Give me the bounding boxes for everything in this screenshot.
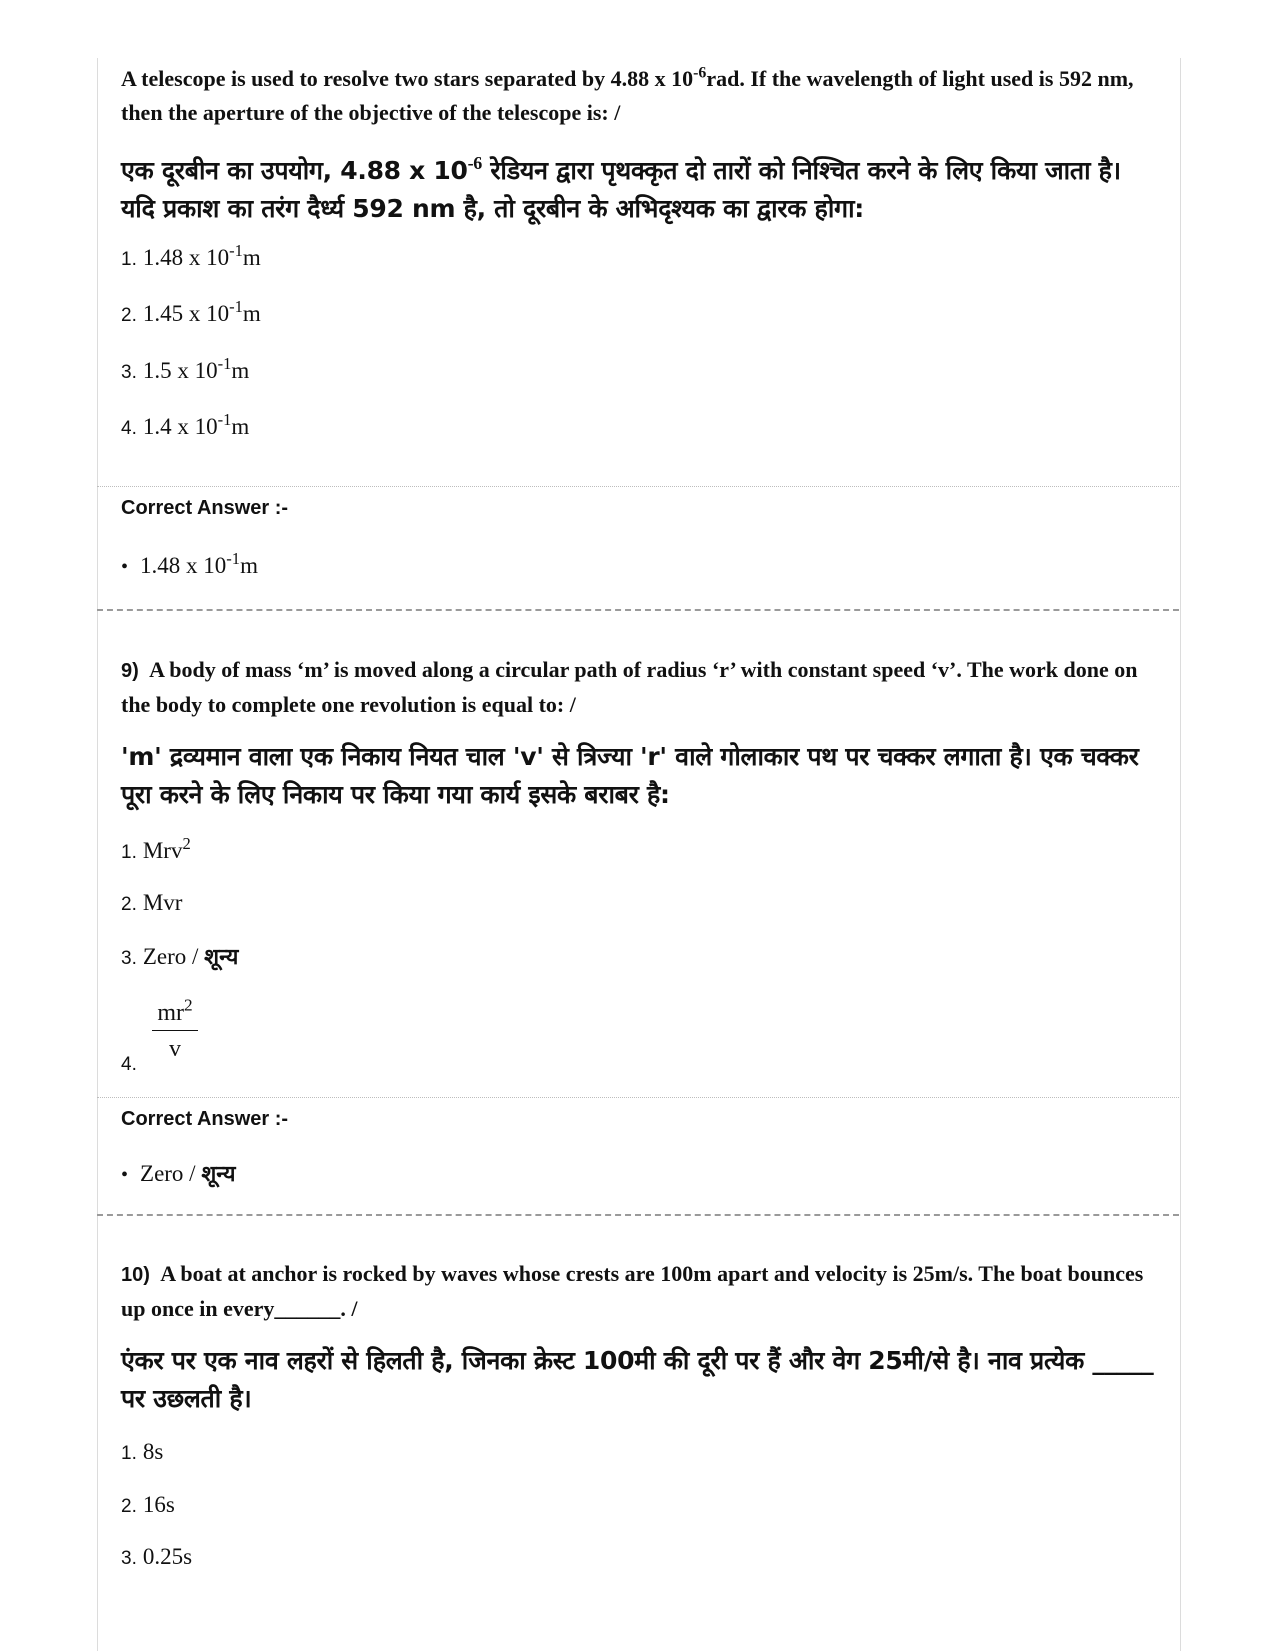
option-q10-1: 1. 8s: [121, 1439, 164, 1464]
option-q8-1: 1. 1.48 x $10^{-1}m$: [121, 240, 261, 270]
divider: [97, 1097, 1179, 1098]
option-q8-2: 2. 1.45 x $10^{-1}m$: [121, 296, 261, 326]
option-q9-4-fraction: $mr^2$ v: [150, 1000, 200, 1061]
option-q9-1: 1. Mrv$^2$: [121, 833, 191, 863]
correct-answer-label: Correct Answer :-: [121, 1108, 289, 1130]
correct-answer-q9: • Zero / शून्य: [121, 1161, 236, 1187]
question-8-text-en: A telescope is used to resolve two stars separated by 4.88 x $10^{-6}rad$. If the wavelength of light used is 592 nm, then the aperture of the objective of the telescope is: /: [121, 64, 1134, 125]
option-q9-3: 3. Zero / शून्य: [121, 944, 239, 970]
question-separator: [97, 609, 1179, 611]
question-8-text-hi: एक दूरबीन का उपयोग, 4.88 x $10^{-6}$ रेडियन द्वारा पृथक्कृत दो तारों को निश्चित करने के लिए किया जाता है। यदि प्रकाश का तरंग दैर्ध्य 592 nm है, तो दूरबीन के अभिदृश्यक का द्वारक होगा:: [121, 153, 1121, 223]
option-q9-4-number: 4.: [121, 1054, 137, 1075]
question-9-text-en: 9) A body of mass ‘m’ is moved along a circular path of radius ‘r’ with constant speed ‘v’. The work done on the body to complete one revolution is equal to: /: [121, 657, 1138, 717]
option-q9-2: 2. Mvr: [121, 890, 183, 915]
correct-answer-q8: • 1.48 x $10^{-1}m$: [121, 548, 258, 578]
question-10-text-en: 10) A boat at anchor is rocked by waves whose crests are 100m apart and velocity is 25m/s. The boat bounces up once in every______. /: [121, 1261, 1144, 1321]
option-q8-4: 4. 1.4 x $10^{-1}m$: [121, 409, 250, 439]
question-separator: [97, 1214, 1179, 1216]
divider: [97, 486, 1179, 487]
option-q10-2: 2. 16s: [121, 1492, 175, 1517]
option-q8-3: 3. 1.5 x $10^{-1}m$: [121, 353, 250, 383]
option-q10-3: 3. 0.25s: [121, 1544, 193, 1569]
question-10-text-hi: एंकर पर एक नाव लहरों से हिलती है, जिनका क्रेस्ट 100मी की दूरी पर हैं और वेग 25मी/से है। नाव प्रत्येक _____ पर उछलती है।: [121, 1346, 1154, 1413]
question-9-text-hi: 'm' द्रव्यमान वाला एक निकाय नियत चाल 'v' से त्रिज्या 'r' वाले गोलाकार पथ पर चक्कर लगाता है। एक चक्कर पूरा करने के लिए निकाय पर किया गया कार्य इसके बराबर है:: [121, 742, 1139, 809]
correct-answer-label: Correct Answer :-: [121, 497, 289, 519]
